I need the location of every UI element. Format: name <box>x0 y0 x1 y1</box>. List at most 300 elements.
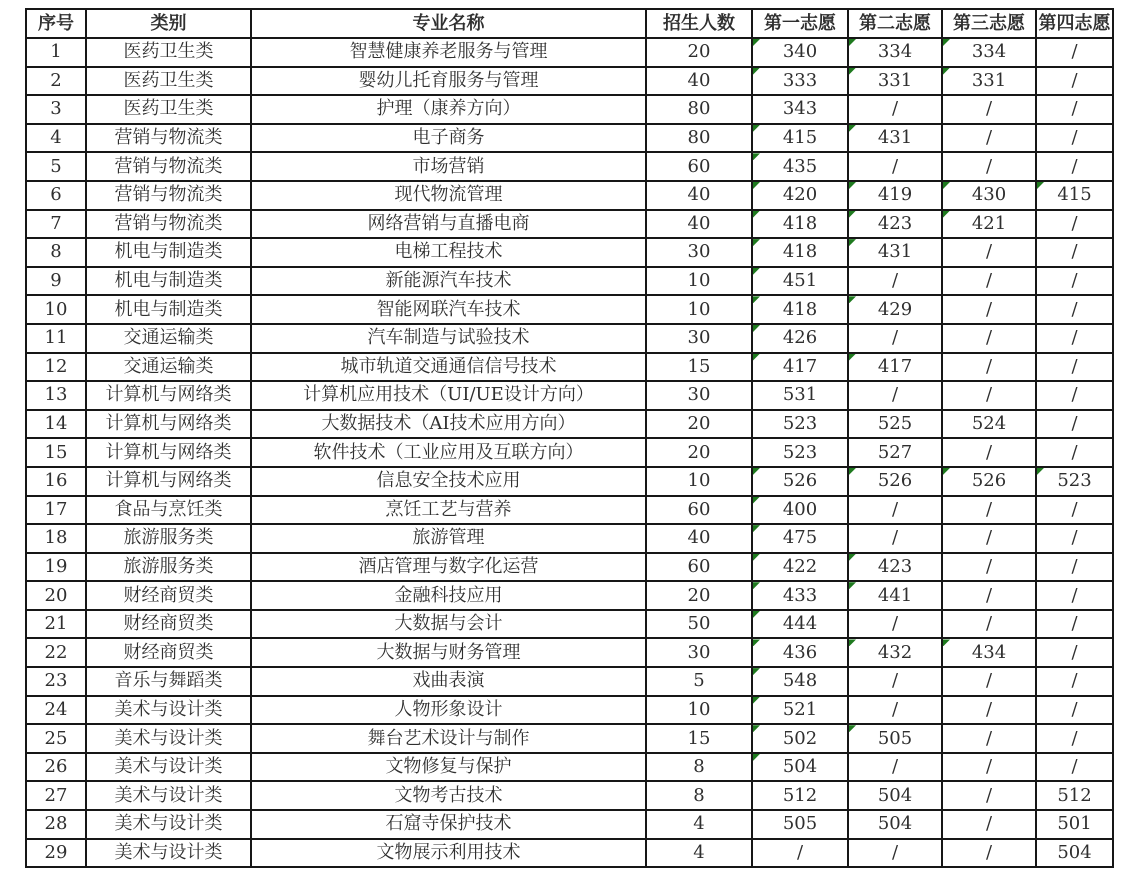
green-corner-marker-icon <box>1037 468 1044 475</box>
green-corner-marker-icon <box>753 354 760 361</box>
table-row <box>26 781 1113 810</box>
cell-no <box>26 638 86 667</box>
cell-category <box>86 524 251 553</box>
green-corner-marker-icon <box>849 582 856 589</box>
cell-no <box>26 496 86 525</box>
cell-value: 石窟寺保护技术 <box>385 813 512 835</box>
cell-no <box>26 38 86 67</box>
cell-choice1 <box>752 267 848 296</box>
cell-value: / <box>985 813 993 835</box>
cell-category <box>86 381 251 410</box>
table-header <box>26 9 1113 38</box>
cell-choice1 <box>752 667 848 696</box>
cell-no <box>26 267 86 296</box>
cell-value: / <box>891 841 899 863</box>
cell-category <box>86 696 251 725</box>
green-corner-marker-icon <box>753 325 760 332</box>
cell-choice3 <box>942 610 1036 639</box>
cell-choice4 <box>1036 267 1113 296</box>
cell-value: / <box>1071 555 1078 577</box>
cell-choice4 <box>1036 810 1113 839</box>
cell-value: 505 <box>877 727 913 749</box>
green-corner-marker-icon <box>753 68 760 75</box>
cell-no <box>26 410 86 439</box>
cell-choice4 <box>1036 438 1113 467</box>
cell-value: 食品与烹饪类 <box>114 498 223 520</box>
cell-no <box>26 210 86 239</box>
header-choice3: 第三志愿 <box>942 9 1036 38</box>
cell-major <box>251 810 646 839</box>
cell-value: / <box>891 98 899 120</box>
cell-major <box>251 381 646 410</box>
cell-value: 340 <box>782 41 818 63</box>
cell-value: / <box>1071 298 1078 320</box>
cell-enrollment <box>646 324 752 353</box>
cell-value: 525 <box>877 413 913 435</box>
green-corner-marker-icon <box>753 468 760 475</box>
cell-choice2 <box>848 467 942 496</box>
cell-enrollment <box>646 610 752 639</box>
cell-value: / <box>891 670 899 692</box>
green-corner-marker-icon <box>849 39 856 46</box>
cell-value: 10 <box>687 470 711 492</box>
cell-value: / <box>1071 698 1078 720</box>
cell-value: 美术与设计类 <box>114 698 223 720</box>
cell-enrollment <box>646 267 752 296</box>
cell-no <box>26 152 86 181</box>
cell-value: 人物形象设计 <box>394 698 503 720</box>
green-corner-marker-icon <box>753 497 760 504</box>
cell-choice2 <box>848 181 942 210</box>
cell-category <box>86 124 251 153</box>
cell-value: 营销与物流类 <box>114 212 223 234</box>
cell-major <box>251 753 646 782</box>
cell-choice4 <box>1036 38 1113 67</box>
cell-choice2 <box>848 781 942 810</box>
cell-major <box>251 38 646 67</box>
table-row <box>26 410 1113 439</box>
cell-value: / <box>1071 69 1078 91</box>
cell-choice2 <box>848 95 942 124</box>
cell-choice3 <box>942 267 1036 296</box>
green-corner-marker-icon <box>753 725 760 732</box>
cell-value: 435 <box>782 155 818 177</box>
cell-major <box>251 839 646 868</box>
cell-value: 4 <box>693 841 705 863</box>
cell-value: 331 <box>971 69 1007 91</box>
table-row <box>26 238 1113 267</box>
cell-choice3 <box>942 238 1036 267</box>
cell-value: / <box>985 98 993 120</box>
cell-value: 软件技术（工业应用及互联方向） <box>313 441 584 463</box>
cell-choice3 <box>942 67 1036 96</box>
cell-choice2 <box>848 38 942 67</box>
cell-value: 40 <box>687 212 711 234</box>
cell-choice3 <box>942 324 1036 353</box>
green-corner-marker-icon <box>753 525 760 532</box>
cell-choice2 <box>848 295 942 324</box>
cell-value: 大数据技术（AI技术应用方向） <box>321 413 576 435</box>
cell-value: / <box>985 355 993 377</box>
cell-value: 11 <box>44 327 68 349</box>
header-choice1: 第一志愿 <box>752 9 848 38</box>
cell-value: 417 <box>782 355 818 377</box>
cell-value: / <box>1071 584 1078 606</box>
cell-choice3 <box>942 438 1036 467</box>
cell-value: / <box>1071 527 1078 549</box>
cell-value: 444 <box>782 613 818 635</box>
cell-category <box>86 581 251 610</box>
cell-value: 交通运输类 <box>123 355 214 377</box>
table-row <box>26 810 1113 839</box>
header-enrollment: 招生人数 <box>646 9 752 38</box>
cell-value: 548 <box>782 670 818 692</box>
cell-value: / <box>985 613 993 635</box>
cell-value: 504 <box>877 784 913 806</box>
cell-value: 523 <box>1057 470 1092 492</box>
cell-no <box>26 839 86 868</box>
cell-value: 新能源汽车技术 <box>385 270 512 292</box>
cell-choice2 <box>848 353 942 382</box>
cell-value: 计算机与网络类 <box>105 470 232 492</box>
cell-value: 大数据与财务管理 <box>376 641 521 663</box>
cell-category <box>86 810 251 839</box>
table-row <box>26 839 1113 868</box>
cell-value: 512 <box>1057 784 1092 806</box>
cell-value: 10 <box>687 270 711 292</box>
cell-value: 计算机与网络类 <box>105 384 232 406</box>
cell-choice2 <box>848 696 942 725</box>
cell-value: / <box>1071 670 1078 692</box>
cell-major <box>251 724 646 753</box>
cell-value: / <box>1071 155 1078 177</box>
cell-value: 10 <box>687 298 711 320</box>
cell-value: / <box>891 384 899 406</box>
cell-value: 营销与物流类 <box>114 155 223 177</box>
cell-choice3 <box>942 467 1036 496</box>
cell-value: 婴幼儿托育服务与管理 <box>358 69 539 91</box>
green-corner-marker-icon <box>1037 182 1044 189</box>
cell-value: / <box>985 127 993 149</box>
cell-value: 422 <box>782 555 818 577</box>
cell-choice3 <box>942 638 1036 667</box>
cell-value: 30 <box>687 384 711 406</box>
cell-choice4 <box>1036 638 1113 667</box>
cell-major <box>251 210 646 239</box>
cell-value: / <box>985 155 993 177</box>
cell-category <box>86 95 251 124</box>
cell-value: 60 <box>687 498 711 520</box>
cell-value: 504 <box>1057 841 1092 863</box>
cell-choice1 <box>752 95 848 124</box>
cell-choice3 <box>942 667 1036 696</box>
cell-value: 机电与制造类 <box>114 241 223 263</box>
cell-category <box>86 467 251 496</box>
cell-value: / <box>1071 212 1078 234</box>
cell-choice1 <box>752 410 848 439</box>
cell-value: 421 <box>971 212 1007 234</box>
cell-major <box>251 696 646 725</box>
green-corner-marker-icon <box>753 582 760 589</box>
cell-value: / <box>891 155 899 177</box>
cell-choice4 <box>1036 781 1113 810</box>
cell-value: 13 <box>44 384 68 406</box>
cell-value: 5 <box>693 670 705 692</box>
cell-choice4 <box>1036 181 1113 210</box>
cell-value: / <box>891 327 899 349</box>
cell-category <box>86 67 251 96</box>
cell-choice2 <box>848 610 942 639</box>
cell-choice4 <box>1036 667 1113 696</box>
cell-choice2 <box>848 667 942 696</box>
cell-value: 美术与设计类 <box>114 813 223 835</box>
cell-value: 9 <box>50 270 62 292</box>
cell-value: 文物考古技术 <box>394 784 503 806</box>
cell-category <box>86 839 251 868</box>
table-row <box>26 181 1113 210</box>
cell-value: 18 <box>44 527 68 549</box>
cell-value: / <box>891 756 899 778</box>
green-corner-marker-icon <box>753 182 760 189</box>
cell-value: 60 <box>687 555 711 577</box>
cell-choice1 <box>752 152 848 181</box>
cell-value: 智能网联汽车技术 <box>376 298 521 320</box>
cell-no <box>26 95 86 124</box>
cell-value: 24 <box>44 698 68 720</box>
green-corner-marker-icon <box>753 153 760 160</box>
cell-enrollment <box>646 38 752 67</box>
cell-major <box>251 295 646 324</box>
cell-value: / <box>985 241 993 263</box>
cell-value: / <box>1071 241 1078 263</box>
green-corner-marker-icon <box>849 468 856 475</box>
cell-choice1 <box>752 324 848 353</box>
green-corner-marker-icon <box>849 554 856 561</box>
green-corner-marker-icon <box>753 639 760 646</box>
cell-choice2 <box>848 152 942 181</box>
cell-value: 418 <box>782 298 818 320</box>
cell-value: 20 <box>687 441 711 463</box>
cell-value: 526 <box>971 470 1007 492</box>
cell-value: 441 <box>877 584 913 606</box>
cell-value: 526 <box>877 470 913 492</box>
cell-value: 431 <box>877 241 913 263</box>
cell-choice4 <box>1036 67 1113 96</box>
table-row <box>26 95 1113 124</box>
cell-category <box>86 667 251 696</box>
cell-choice1 <box>752 581 848 610</box>
green-corner-marker-icon <box>849 296 856 303</box>
cell-choice1 <box>752 38 848 67</box>
cell-value: / <box>1071 756 1078 778</box>
cell-value: / <box>1071 498 1078 520</box>
cell-choice3 <box>942 38 1036 67</box>
cell-value: 酒店管理与数字化运营 <box>358 555 539 577</box>
green-corner-marker-icon <box>753 668 760 675</box>
header-choice2: 第二志愿 <box>848 9 942 38</box>
cell-category <box>86 410 251 439</box>
cell-value: 智慧健康养老服务与管理 <box>349 41 548 63</box>
cell-value: 4 <box>50 127 62 149</box>
cell-value: 旅游服务类 <box>123 555 214 577</box>
cell-value: / <box>891 698 899 720</box>
cell-value: / <box>985 384 993 406</box>
green-corner-marker-icon <box>943 211 950 218</box>
cell-value: 美术与设计类 <box>114 784 223 806</box>
cell-choice4 <box>1036 381 1113 410</box>
cell-value: 451 <box>782 270 818 292</box>
cell-value: 343 <box>782 98 818 120</box>
cell-choice2 <box>848 410 942 439</box>
cell-no <box>26 610 86 639</box>
cell-enrollment <box>646 152 752 181</box>
cell-choice3 <box>942 524 1036 553</box>
cell-major <box>251 124 646 153</box>
cell-enrollment <box>646 353 752 382</box>
table-row <box>26 638 1113 667</box>
cell-choice4 <box>1036 496 1113 525</box>
cell-value: 423 <box>877 212 913 234</box>
cell-no <box>26 753 86 782</box>
cell-value: 计算机与网络类 <box>105 441 232 463</box>
green-corner-marker-icon <box>753 697 760 704</box>
cell-choice3 <box>942 295 1036 324</box>
cell-value: 电子商务 <box>412 127 485 149</box>
cell-value: 美术与设计类 <box>114 841 223 863</box>
green-corner-marker-icon <box>753 211 760 218</box>
cell-value: 金融科技应用 <box>394 584 503 606</box>
cell-value: 6 <box>50 184 62 206</box>
table-row <box>26 724 1113 753</box>
cell-choice3 <box>942 181 1036 210</box>
cell-value: / <box>985 498 993 520</box>
cell-choice2 <box>848 810 942 839</box>
cell-value: / <box>1071 98 1078 120</box>
cell-no <box>26 781 86 810</box>
table-row <box>26 610 1113 639</box>
cell-major <box>251 181 646 210</box>
cell-value: / <box>985 727 993 749</box>
cell-category <box>86 496 251 525</box>
cell-category <box>86 753 251 782</box>
cell-value: 504 <box>782 756 818 778</box>
green-corner-marker-icon <box>943 639 950 646</box>
cell-value: 331 <box>877 69 913 91</box>
table-row <box>26 581 1113 610</box>
cell-no <box>26 295 86 324</box>
cell-choice4 <box>1036 210 1113 239</box>
cell-value: 60 <box>687 155 711 177</box>
cell-value: / <box>985 327 993 349</box>
cell-choice1 <box>752 553 848 582</box>
cell-choice4 <box>1036 410 1113 439</box>
cell-value: 400 <box>782 498 818 520</box>
cell-value: / <box>1071 270 1078 292</box>
cell-value: 电梯工程技术 <box>394 241 503 263</box>
cell-value: 16 <box>44 470 68 492</box>
table-row <box>26 295 1113 324</box>
cell-choice4 <box>1036 467 1113 496</box>
green-corner-marker-icon <box>753 611 760 618</box>
table-row <box>26 152 1113 181</box>
cell-choice2 <box>848 324 942 353</box>
cell-enrollment <box>646 381 752 410</box>
cell-value: 25 <box>44 727 68 749</box>
cell-no <box>26 181 86 210</box>
cell-choice3 <box>942 410 1036 439</box>
table-row <box>26 124 1113 153</box>
cell-no <box>26 324 86 353</box>
header-category: 类别 <box>86 9 251 38</box>
cell-choice2 <box>848 753 942 782</box>
cell-value: 19 <box>44 555 68 577</box>
green-corner-marker-icon <box>753 754 760 761</box>
cell-choice1 <box>752 696 848 725</box>
cell-value: 334 <box>971 41 1007 63</box>
cell-value: 美术与设计类 <box>114 756 223 778</box>
cell-major <box>251 410 646 439</box>
header-row <box>26 9 1113 38</box>
cell-major <box>251 67 646 96</box>
table-row <box>26 667 1113 696</box>
cell-enrollment <box>646 581 752 610</box>
cell-value: 12 <box>44 355 68 377</box>
cell-value: 526 <box>782 470 818 492</box>
cell-value: 423 <box>877 555 913 577</box>
cell-value: 大数据与会计 <box>394 613 503 635</box>
cell-no <box>26 667 86 696</box>
cell-value: 415 <box>1057 184 1092 206</box>
green-corner-marker-icon <box>943 468 950 475</box>
cell-value: 521 <box>782 698 818 720</box>
cell-value: 20 <box>687 41 711 63</box>
cell-value: 旅游服务类 <box>123 527 214 549</box>
cell-choice1 <box>752 496 848 525</box>
cell-value: / <box>891 498 899 520</box>
cell-value: 417 <box>877 355 913 377</box>
green-corner-marker-icon <box>753 268 760 275</box>
cell-choice3 <box>942 95 1036 124</box>
cell-choice4 <box>1036 753 1113 782</box>
cell-no <box>26 696 86 725</box>
cell-value: / <box>891 527 899 549</box>
table-row <box>26 753 1113 782</box>
header-no: 序号 <box>26 9 86 38</box>
cell-choice4 <box>1036 696 1113 725</box>
cell-choice2 <box>848 553 942 582</box>
cell-value: / <box>985 441 993 463</box>
cell-choice2 <box>848 524 942 553</box>
cell-value: 420 <box>782 184 818 206</box>
cell-choice4 <box>1036 238 1113 267</box>
cell-choice2 <box>848 581 942 610</box>
table-row <box>26 524 1113 553</box>
cell-major <box>251 324 646 353</box>
cell-value: 文物展示利用技术 <box>376 841 521 863</box>
cell-value: 429 <box>877 298 913 320</box>
cell-choice4 <box>1036 724 1113 753</box>
cell-value: 财经商贸类 <box>123 641 214 663</box>
cell-value: 财经商贸类 <box>123 613 214 635</box>
cell-value: 23 <box>44 670 68 692</box>
cell-value: 市场营销 <box>412 155 485 177</box>
cell-enrollment <box>646 496 752 525</box>
cell-value: / <box>1071 613 1078 635</box>
cell-enrollment <box>646 181 752 210</box>
cell-value: / <box>796 841 804 863</box>
cell-choice1 <box>752 753 848 782</box>
cell-value: / <box>1071 727 1078 749</box>
